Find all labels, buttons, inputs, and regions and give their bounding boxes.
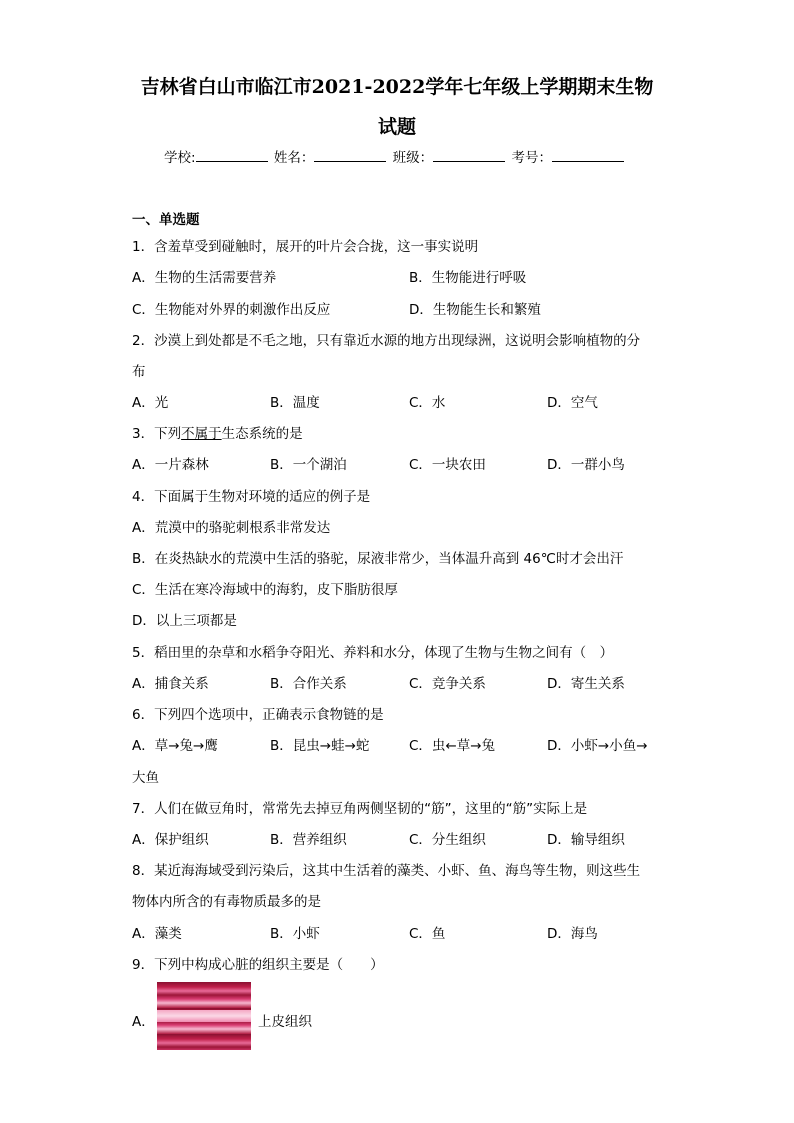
q4-option-b: B．在炎热缺水的荒漠中生活的骆驼，尿液非常少，当体温升高到 46℃时才会出汗	[132, 551, 624, 567]
q3-stem-post: 生态系统的是	[221, 426, 303, 442]
question-5-stem: 5．稻田里的杂草和水稻争夺阳光、养料和水分，体现了生物与生物之间有（ ）	[132, 645, 614, 661]
q8-option-a: A．藻类	[132, 926, 182, 942]
q3-stem-pre: 3．下列	[132, 426, 182, 442]
q5-option-a: A．捕食关系	[132, 676, 209, 692]
q7-option-b: B．营养组织	[270, 832, 347, 848]
q4-option-a: A．荒漠中的骆驼刺根系非常发达	[132, 520, 331, 536]
school-blank[interactable]	[196, 149, 268, 162]
epithelial-tissue-image	[157, 982, 251, 1050]
class-label: 班级：	[392, 150, 434, 166]
q3-option-d: D．一群小鸟	[547, 457, 625, 473]
q1-option-c: C．生物能对外界的刺激作出反应	[132, 302, 331, 318]
q9-option-a-label: A．	[132, 1014, 155, 1030]
number-label: 考号：	[511, 150, 552, 166]
question-2-stem: 2．沙漠上到处都是不毛之地，只有靠近水源的地方出现绿洲，这说明会影响植物的分	[132, 333, 641, 349]
q2-option-b: B．温度	[270, 395, 320, 411]
q6-option-a: A．草→兔→鹰	[132, 738, 218, 754]
question-8-stem-cont: 物体内所含的有毒物质最多的是	[132, 894, 321, 910]
q2-option-c: C．水	[409, 395, 446, 411]
q6-option-d: D．小虾→小鱼→	[547, 738, 648, 754]
question-4-stem: 4．下面属于生物对环境的适应的例子是	[132, 489, 371, 505]
question-3-stem	[132, 422, 303, 442]
q5-option-b: B．合作关系	[270, 676, 347, 692]
question-9-stem: 9．下列中构成心脏的组织主要是（ ）	[132, 957, 384, 973]
question-1-stem: 1．含羞草受到碰触时，展开的叶片会合拢，这一事实说明	[132, 239, 479, 255]
document-title-line2: 试题	[377, 116, 416, 138]
q3-stem-underlined: 不属于	[181, 426, 222, 442]
q1-option-a: A．生物的生活需要营养	[132, 270, 277, 286]
q8-option-b: B．小虾	[270, 926, 320, 942]
q2-option-a: A．光	[132, 395, 169, 411]
q5-option-d: D．寄生关系	[547, 676, 625, 692]
q4-option-c: C．生活在寒冷海域中的海豹，皮下脂肪很厚	[132, 582, 398, 598]
q3-option-b: B．一个湖泊	[270, 457, 347, 473]
document-title: 吉林省白山市临江市2021-2022学年七年级上学期期末生物	[140, 76, 654, 98]
q4-option-d: D．以上三项都是	[132, 613, 237, 629]
q7-option-c: C．分生组织	[409, 832, 486, 848]
q6-option-d-cont: 大鱼	[132, 770, 159, 786]
question-7-stem: 7．人们在做豆角时，常常先去掉豆角两侧坚韧的“筋”，这里的“筋”实际上是	[132, 801, 588, 817]
q3-option-c: C．一块农田	[409, 457, 486, 473]
q6-option-b: B．昆虫→蛙→蛇	[270, 738, 370, 754]
q9-option-a-text: 上皮组织	[258, 1014, 312, 1030]
question-8-stem: 8．某近海海域受到污染后，这其中生活着的藻类、小虾、鱼、海鸟等生物，则这些生	[132, 863, 641, 879]
q7-option-a: A．保护组织	[132, 832, 209, 848]
q5-option-c: C．竞争关系	[409, 676, 486, 692]
name-blank[interactable]	[314, 149, 386, 162]
q8-option-c: C．鱼	[409, 926, 446, 942]
name-label: 姓名：	[273, 150, 315, 166]
q1-option-d: D．生物能生长和繁殖	[409, 302, 541, 318]
question-2-stem-cont: 布	[132, 364, 146, 380]
q2-option-d: D．空气	[547, 395, 598, 411]
student-info-row	[164, 146, 626, 166]
section-heading: 一、单选题	[132, 212, 200, 228]
school-label: 学校:	[164, 150, 196, 166]
q1-option-b: B．生物能进行呼吸	[409, 270, 527, 286]
q8-option-d: D．海鸟	[547, 926, 598, 942]
question-6-stem: 6．下列四个选项中，正确表示食物链的是	[132, 707, 384, 723]
class-blank[interactable]	[433, 149, 505, 162]
q7-option-d: D．输导组织	[547, 832, 625, 848]
q3-option-a: A．一片森林	[132, 457, 209, 473]
number-blank[interactable]	[552, 149, 624, 162]
q6-option-c: C．虫←草→兔	[409, 738, 496, 754]
